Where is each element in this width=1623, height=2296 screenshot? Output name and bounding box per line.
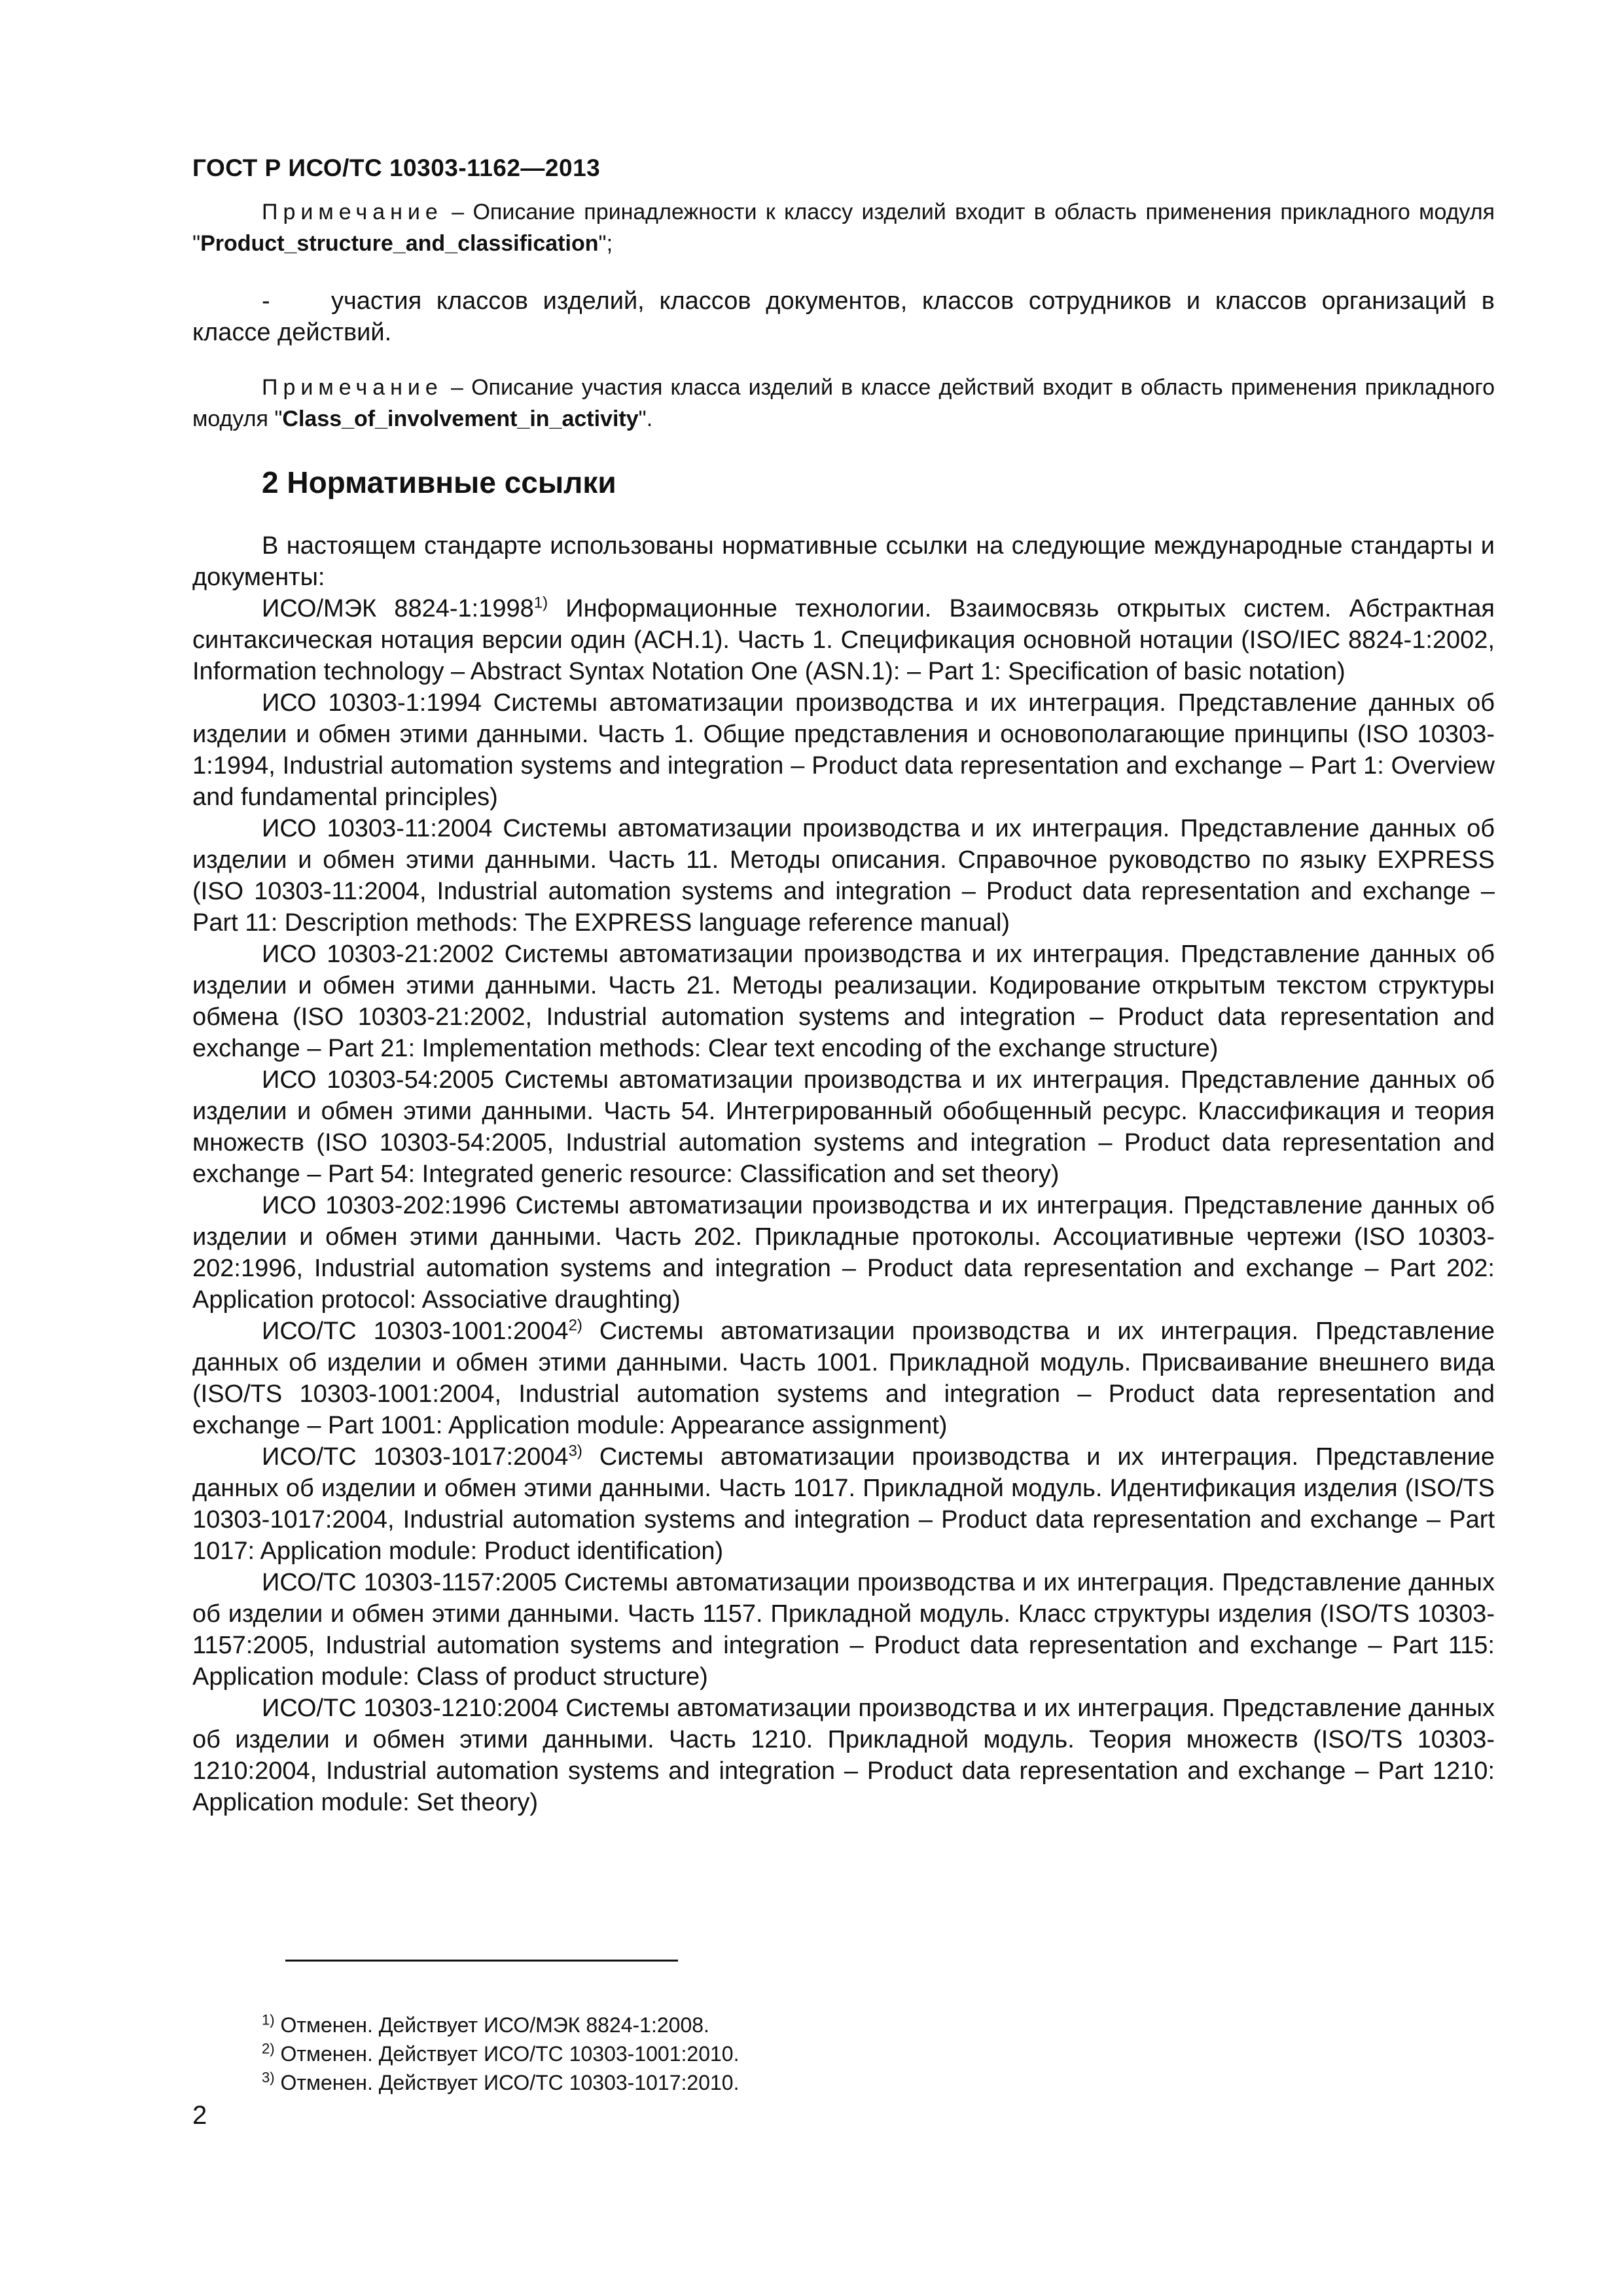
footnotes <box>262 2011 739 2097</box>
reference-code: ИСО 10303-202:1996 <box>262 1192 507 1219</box>
reference-text: Системы автоматизации производства и их интеграция. Представление данных об изделии и обмен этими данными. Часть 1001. Прикладной модуль. Присваивание внешнего вида (ISO/TS 10303-1001:2004, Industrial automation systems and integration – Product data representation and exchange – Part 1001: Application module: Appearance assignment) <box>192 1318 1495 1439</box>
reference-item <box>192 1316 1495 1441</box>
reference-code: ИСО/ТС 10303-1157:2005 <box>262 1569 557 1596</box>
reference-code: ИСО 10303-1:1994 <box>262 689 482 717</box>
footnote-divider <box>285 1960 678 1962</box>
section-intro: В настоящем стандарте использованы нормативные ссылки на следующие международные стандарты и документы: <box>192 532 1495 591</box>
note-product-structure <box>192 196 1495 259</box>
footnote-marker: 1) <box>533 594 548 612</box>
reference-item <box>192 1567 1495 1693</box>
footnote-number: 3) <box>262 2069 275 2086</box>
note-label: Примечание <box>262 200 443 224</box>
reference-code: ИСО/ТС 10303-1001:2004 <box>262 1318 569 1345</box>
reference-item <box>192 813 1495 939</box>
note-label: Примечание <box>262 375 443 400</box>
reference-item <box>192 939 1495 1064</box>
footnote-item <box>262 2011 739 2039</box>
list-marker: - <box>262 287 270 315</box>
list-item <box>192 285 1495 348</box>
footnote-number: 1) <box>262 2011 275 2028</box>
reference-text: Системы автоматизации производства и их интеграция. Представление данных об изделии и обмен этими данными. Часть 21. Методы реализации. Кодирование открытым текстом структуры обмена (ISO 10303-21:2002, Industrial automation systems and integration – Product data representation and exchange – Part 21: Implementation methods: Clear text encoding of the exchange structure) <box>192 941 1495 1062</box>
reference-item <box>192 1441 1495 1567</box>
footnote-text: Отменен. Действует ИСО/МЭК 8824-1:2008. <box>274 2013 709 2037</box>
reference-item <box>192 687 1495 813</box>
reference-text: Системы автоматизации производства и их интеграция. Представление данных об изделии и обмен этими данными. Часть 11. Методы описания. Справочное руководство по языку EXPRESS (ISO 10303-11:2004, Industrial automation systems and integration – Product data representation and exchange – Part 11: Description methods: The EXPRESS language reference manual) <box>192 815 1495 937</box>
references-section <box>192 530 1495 1818</box>
note-text: – Описание участия класса изделий в классе действий входит в область применения прикладного модуля " <box>192 375 1495 431</box>
reference-code: ИСО/ТС 10303-1017:2004 <box>262 1443 569 1471</box>
reference-code: ИСО 10303-54:2005 <box>262 1066 494 1094</box>
footnote-item <box>262 2068 739 2097</box>
footnote-marker: 2) <box>568 1316 582 1335</box>
reference-code: ИСО 10303-11:2004 <box>262 815 493 842</box>
footnote-text: Отменен. Действует ИСО/ТС 10303-1017:2010. <box>274 2071 740 2094</box>
reference-text: Системы автоматизации производства и их интеграция. Представление данных об изделии и обмен этими данными. Часть 202. Прикладные протоколы. Ассоциативные чертежи (ISO 10303-202:1996, Industrial automation systems and integration – Product data representation and exchange – Part 202: Application protocol: Associative draughting) <box>192 1192 1495 1314</box>
reference-item <box>192 1190 1495 1316</box>
reference-text: Системы автоматизации производства и их интеграция. Представление данных об изделии и обмен этими данными. Часть 1157. Прикладной модуль. Класс структуры изделия (ISO/TS 10303-1157:2005, Industrial automation systems and integration – Product data representation and exchange – Part 115: Application module: Class of product structure) <box>192 1569 1495 1691</box>
list-item-text: участия классов изделий, классов документов, классов сотрудников и классов организаций в классе действий. <box>192 287 1495 346</box>
reference-item <box>192 1064 1495 1190</box>
note-module-name: Class_of_involvement_in_activity <box>282 406 639 431</box>
reference-item <box>192 593 1495 687</box>
note-module-name: Product_structure_and_classification <box>200 231 599 256</box>
document-header: ГОСТ Р ИСО/ТС 10303-1162—2013 <box>192 154 601 181</box>
note-involvement <box>192 372 1495 435</box>
note-text-end: "; <box>598 231 613 256</box>
reference-text: Системы автоматизации производства и их интеграция. Представление данных об изделии и обмен этими данными. Часть 1017. Прикладной модуль. Идентификация изделия (ISO/TS 10303-1017:2004, Industrial automation systems and integration – Product data representation and exchange – Part 1017: Application module: Product identification) <box>192 1443 1495 1565</box>
reference-code: ИСО/ТС 10303-1210:2004 <box>262 1695 559 1722</box>
note-text: – Описание принадлежности к классу изделий входит в область применения прикладного модуля " <box>192 200 1495 256</box>
section-title: 2 Нормативные ссылки <box>262 465 616 499</box>
footnote-text: Отменен. Действует ИСО/ТС 10303-1001:2010. <box>274 2042 740 2066</box>
footnote-marker: 3) <box>568 1442 582 1460</box>
reference-code: ИСО 10303-21:2002 <box>262 941 494 968</box>
footnote-number: 2) <box>262 2040 275 2057</box>
reference-text: Системы автоматизации производства и их интеграция. Представление данных об изделии и обмен этими данными. Часть 1. Общие представления и основополагающие принципы (ISO 10303-1:1994, Industrial automation systems and integration – Product data representation and exchange – Part 1: Overview and fundamental principles) <box>192 689 1495 811</box>
reference-item <box>192 1693 1495 1818</box>
footnote-item <box>262 2039 739 2068</box>
note-text-end: ". <box>638 406 653 431</box>
page-number: 2 <box>192 2101 207 2130</box>
reference-text: Системы автоматизации производства и их интеграция. Представление данных об изделии и обмен этими данными. Часть 1210. Прикладной модуль. Теория множеств (ISO/TS 10303-1210:2004, Industrial automation systems and integration – Product data representation and exchange – Part 1210: Application module: Set theory) <box>192 1695 1495 1816</box>
reference-code: ИСО/МЭК 8824-1:1998 <box>262 595 534 622</box>
reference-text: Системы автоматизации производства и их интеграция. Представление данных об изделии и обмен этими данными. Часть 54. Интегрированный обобщенный ресурс. Классификация и теория множеств (ISO 10303-54:2005, Industrial automation systems and integration – Product data representation and exchange – Part 54: Integrated generic resource: Classification and set theory) <box>192 1066 1495 1188</box>
reference-text: Информационные технологии. Взаимосвязь открытых систем. Абстрактная синтаксическая нотация версии один (АСН.1). Часть 1. Спецификация основной нотации (ISO/IEC 8824-1:2002, Information technology – Abstract Syntax Notation One (ASN.1): – Part 1: Specification of basic notation) <box>192 595 1495 685</box>
